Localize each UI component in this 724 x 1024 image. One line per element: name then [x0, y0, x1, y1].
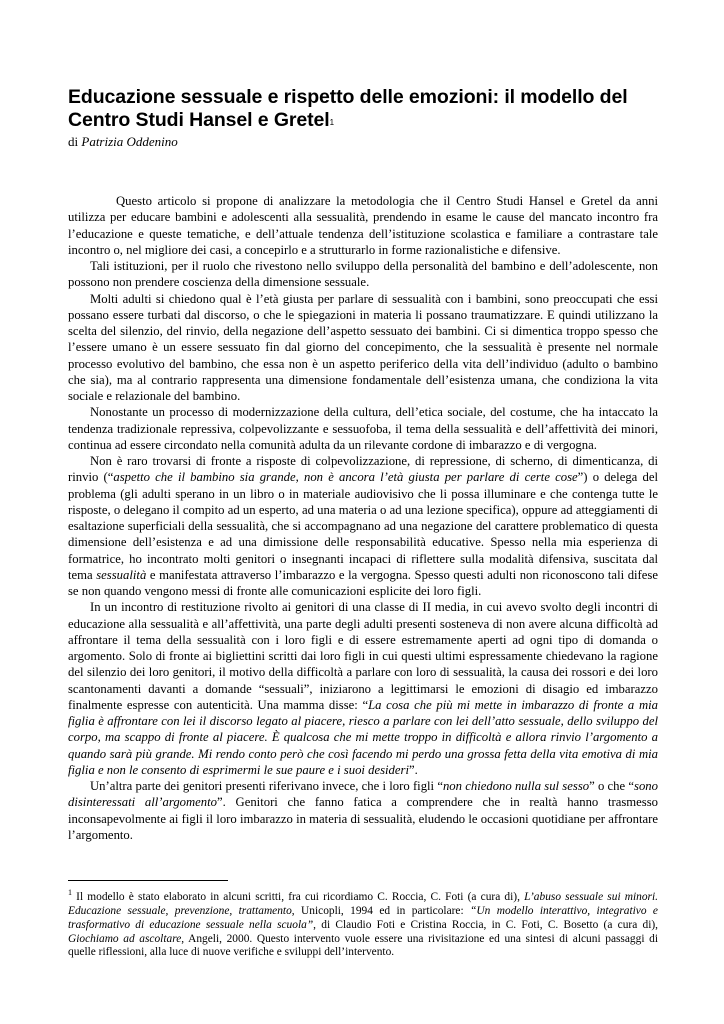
text-run: , Unicopli, 1994 ed in particolare:	[291, 904, 471, 917]
byline	[68, 134, 658, 150]
article	[68, 86, 658, 843]
author-name: Patrizia Oddenino	[81, 134, 178, 149]
paragraph-adults-questions: Molti adulti si chiedono qual è l’età giusta per parlare di sessualità con i bambini, sono preoccupati che essi possano essere turbati dal discorso, o che le spiegazioni in materia li possano traumatizzare. E quindi utilizzano la scelta del silenzio, del rinvio, della negazione dell’aspetto sessuato dei bambini. Ci si dimentica troppo spesso che l’essere umano è un essere sessuato fin dal giorno del concepimento, che la sessualità è presente nel normale processo evolutivo del bambino, che essa non è un aspetto periferico della vita dell’individuo (adulto o bambino che sia), ma al contrario rappresenta una dimensione fondamentale dell’esistenza umana, che condiziona la vita sociale e relazionale del bambino.	[68, 291, 658, 403]
text-run: e manifestata attraverso l’imbarazzo e la vergogna. Spesso questi adulti non riconoscono tali difese se non quando vengono messi di fronte alle comunicazioni esplicite dei loro figli.	[68, 567, 658, 598]
quote-italic: La cosa che più mi mette in imbarazzo di fronte a mia figlia è affrontare con lei il discorso legato al piacere, riesco a parlare con lei dell’atto sessuale, dello sviluppo del corpo, ma scappo di fronte al piacere. È qualcosa che mi mette troppo in difficoltà e allora rinvio l’argomento a quando sarà più grande. Mi rendo conto però che così facendo mi perdo una grossa fetta della vita emotiva di mia figlia e non le consento di esprimermi le sue paure e i suoi desideri	[68, 697, 658, 777]
paragraph-intro: Questo articolo si propone di analizzare la metodologia che il Centro Studi Hansel e Gretel da anni utilizza per educare bambini e adolescenti alla sessualità, prendendo in esame le cause del mancato incontro fra l’educazione e queste tematiche, e dell’attuale tendenza dell’istituzione scolastica e familiare a contrastare tale incontro o, nel migliore dei casi, a concepirlo e a strutturarlo in forme razionalistiche e difensive.	[68, 194, 658, 257]
footnote-divider	[68, 880, 228, 881]
book-title-italic: L’abuso sessuale sui minori. Educazione sessuale, prevenzione, trattamento	[68, 890, 658, 917]
text-run: In un incontro di restituzione rivolto ai genitori di una classe di II media, in cui avevo svolto degli incontri di educazione alla sessualità e all’affettività, una parte degli adulti presenti sosteneva di non avere alcuna difficoltà ad affrontare il tema della sessualità con i loro figli e di essere estremamente aperti ad ogni tipo di domanda o argomento. Solo di fronte ai bigliettini scritti dai loro figli in cui questi ultimi espressamente chiedevano la ragione del silenzio dei loro genitori, il motivo della difficoltà a parlare con loro di sessualità, la causa dei rossori e dei loro scantonamenti davanti a domande “sessuali”, iniziarono a legittimarsi le emozioni di disagio ed imbarazzo finalmente espresse con autenticità. Una mamma disse: “	[68, 600, 658, 712]
footnote-mark: 1	[68, 888, 72, 897]
footnote	[68, 886, 658, 960]
text-run: Non è raro trovarsi di fronte a risposte di colpevolizzazione, di repressione, di scherno, di dimenticanza, di rinvio (“	[68, 454, 658, 485]
text-run: ” o che “	[589, 779, 635, 793]
paragraph-parents-meeting	[68, 599, 658, 778]
book-title-italic: Giochiamo ad ascoltare	[68, 932, 182, 945]
text-run: , Angeli, 2000. Questo intervento vuole essere una rivisitazione ed una sintesi di alcuni passaggi di quelle riflessioni, alla luce di nuove verifiche e sviluppi dell’intervento.	[68, 932, 658, 959]
paragraph-other-parents	[68, 778, 658, 843]
text-run: Il modello è stato elaborato in alcuni scritti, fra cui ricordiamo C. Roccia, C. Foti (a cura di),	[72, 890, 525, 903]
text-run: , di Claudio Foti e Cristina Roccia, in C. Foti, C. Bosetto (a cura di),	[313, 918, 658, 931]
text-run: ”.	[408, 762, 418, 777]
chapter-title-italic: “Un modello interattivo, integrativo e trasformativo di educazione sessuale nella scuola”	[68, 904, 658, 931]
paragraph-institutions: Tali istituzioni, per il ruolo che rivestono nello sviluppo della personalità del bambino e dell’adolescente, non possono non prendere coscienza della dimensione sessuale.	[68, 259, 658, 290]
paragraph-defensive-responses	[68, 453, 658, 599]
paragraph-modernization: Nonostante un processo di modernizzazione della cultura, dell’etica sociale, del costume, che ha intaccato la tendenza tradizionale repressiva, colpevolizzante e sessuofoba, il tema della sessualità e dell’affettività dei minori, continua ad essere circondato nella comunità adulta da un rilevante cordone di imbarazzo e di vergogna.	[68, 405, 658, 452]
article-body	[68, 193, 658, 843]
title-text: Educazione sessuale e rispetto delle emozioni: il modello del Centro Studi Hansel e Gretel	[68, 86, 628, 131]
quote-italic: non chiedono nulla sul sesso	[442, 779, 590, 793]
byline-prefix: di	[68, 134, 82, 149]
article-title	[68, 86, 658, 132]
term-italic: sessualità	[96, 567, 147, 582]
footnote-reference[interactable]: 1	[329, 118, 334, 127]
text-run: ”) o delega del problema (gli adulti sperano in un libro o in materiale audiovisivo che li possa illuminare e che contenga tutte le risposte, o delegano il compito ad un esperto, ad una materia o ad una lezione specifica), oppure ad atteggiamenti di esaltazione superficiali della sessualità, che si accompagnano ad una negazione del carattere problematico di questa dimensione dell’esistenza e ad una dimissione delle responsabilità educative. Spesso nella mia esperienza di formatrice, ho incontrato molti genitori o insegnanti incapaci di riflettere sulla modalità difensiva, suscitata dal tema	[68, 470, 658, 582]
text-run: Un’altra parte dei genitori presenti riferivano invece, che i loro figli “	[90, 779, 443, 793]
quote-italic: aspetto che il bambino sia grande, non è ancora l’età giusta per parlare di certe cose	[113, 470, 578, 485]
quote-italic: sono disinteressati all’argomento	[68, 779, 658, 810]
text-run: ”. Genitori che fanno fatica a comprendere che in realtà hanno trasmesso inconsapevolmente ai figli il loro imbarazzo in materia di sessualità, eludendo le occasioni quotidiane per affrontare l’argomento.	[68, 795, 658, 842]
